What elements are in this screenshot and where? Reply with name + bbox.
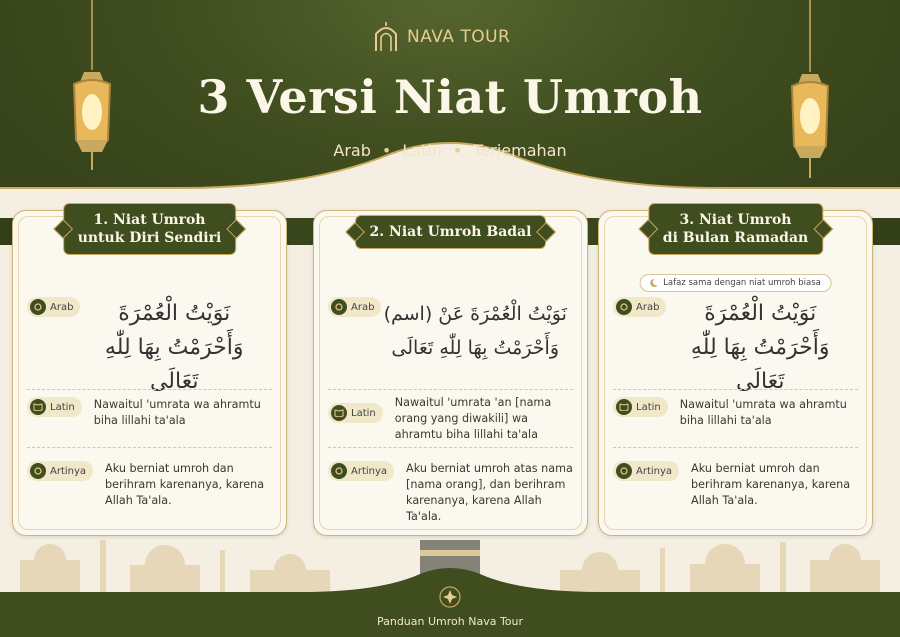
artinya-tag <box>27 461 93 481</box>
subtitle-item: Latin <box>402 141 442 160</box>
crescent-icon <box>648 278 658 288</box>
artinya-row <box>27 461 272 509</box>
brand-logo <box>373 22 510 52</box>
latin-tag <box>613 397 668 417</box>
card-title-line1: 3. Niat Umroh <box>679 212 792 228</box>
artinya-row <box>613 461 858 509</box>
latin-label: Latin <box>636 401 661 413</box>
note-text: Lafaz sama dengan niat umroh biasa <box>663 278 821 288</box>
footer-label: Panduan Umroh Nava Tour <box>376 615 524 628</box>
subtitle-item: Arab <box>333 141 371 160</box>
arab-label: Arab <box>351 301 375 313</box>
card-title <box>63 203 237 255</box>
divider <box>613 389 858 390</box>
divider <box>27 447 272 448</box>
arab-row <box>27 297 272 399</box>
arab-tag <box>328 297 381 317</box>
flower-icon <box>30 299 46 315</box>
book-icon <box>616 399 632 415</box>
arab-row <box>613 297 858 399</box>
page-subtitle: Arab • Latin • Terjemahan <box>333 141 567 160</box>
niat-card-1 <box>12 210 287 536</box>
card-title-line2: untuk Diri Sendiri <box>77 230 222 246</box>
artinya-tag <box>328 461 394 481</box>
latin-row <box>27 397 272 429</box>
book-icon <box>30 399 46 415</box>
subtitle-item: Terjemahan <box>473 141 567 160</box>
card-title-line1: 1. Niat Umroh <box>93 212 206 228</box>
flower-icon <box>331 463 347 479</box>
divider <box>328 447 573 448</box>
card-title <box>355 215 547 249</box>
niat-card-2 <box>313 210 588 536</box>
card-title-line2: di Bulan Ramadan <box>662 230 809 246</box>
flower-icon <box>616 299 632 315</box>
latin-text: Nawaitul 'umrata wa ahramtu biha lillahi ta'ala <box>679 398 847 427</box>
artinya-text: Aku berniat umroh atas nama [nama orang], dan berihram karenanya, karena Allah Ta'ala. <box>406 462 573 523</box>
arab-tag <box>613 297 666 317</box>
artinya-text: Aku berniat umroh dan berihram karenanya, karena Allah Ta'ala. <box>691 462 851 507</box>
flower-icon <box>331 299 347 315</box>
book-icon <box>331 405 347 421</box>
divider <box>613 447 858 448</box>
card-title-line1: 2. Niat Umroh Badal <box>369 224 532 240</box>
arab-row <box>328 297 573 365</box>
niat-card-3 <box>598 210 873 536</box>
flower-icon <box>30 463 46 479</box>
arab-tag <box>27 297 80 317</box>
latin-label: Latin <box>50 401 75 413</box>
latin-row <box>328 389 573 443</box>
latin-text: Nawaitul 'umrata wa ahramtu biha lillahi ta'ala <box>93 398 261 427</box>
arab-text: نَوَيْتُ الْعُمْرَةَ وَأَحْرَمْتُ بِهَا لِلّٰهِ تَعَالَى <box>690 301 830 394</box>
artinya-text: Aku berniat umroh dan berihram karenanya, karena Allah Ta'ala. <box>105 462 265 507</box>
page-title: 3 Versi Niat Umroh <box>197 70 703 124</box>
arab-label: Arab <box>50 301 74 313</box>
artinya-label: Artinya <box>351 465 388 477</box>
card-title <box>648 203 823 255</box>
arab-label: Arab <box>636 301 660 313</box>
latin-tag <box>27 397 82 417</box>
divider <box>27 389 272 390</box>
artinya-row <box>328 461 573 525</box>
latin-text: Nawaitul 'umrata 'an [nama orang yang diwakili] wa ahramtu biha lillahi ta'ala <box>394 396 552 441</box>
artinya-label: Artinya <box>50 465 87 477</box>
arab-text: نَوَيْتُ الْعُمْرَةَ عَنْ (اسم) وَأَحْرَمْتُ بِهَا لِلّٰهِ تَعَالَى <box>383 303 567 359</box>
ornament-star-icon <box>439 586 461 608</box>
artinya-label: Artinya <box>636 465 673 477</box>
latin-label: Latin <box>351 407 376 419</box>
latin-row <box>613 397 858 429</box>
flower-icon <box>616 463 632 479</box>
arab-text: نَوَيْتُ الْعُمْرَةَ وَأَحْرَمْتُ بِهَا لِلّٰهِ تَعَالَى <box>104 301 244 394</box>
latin-tag <box>328 403 383 423</box>
brand-name: NAVA TOUR <box>407 27 511 47</box>
note-badge <box>639 274 832 292</box>
mosque-arch-icon <box>373 22 399 52</box>
artinya-tag <box>613 461 679 481</box>
